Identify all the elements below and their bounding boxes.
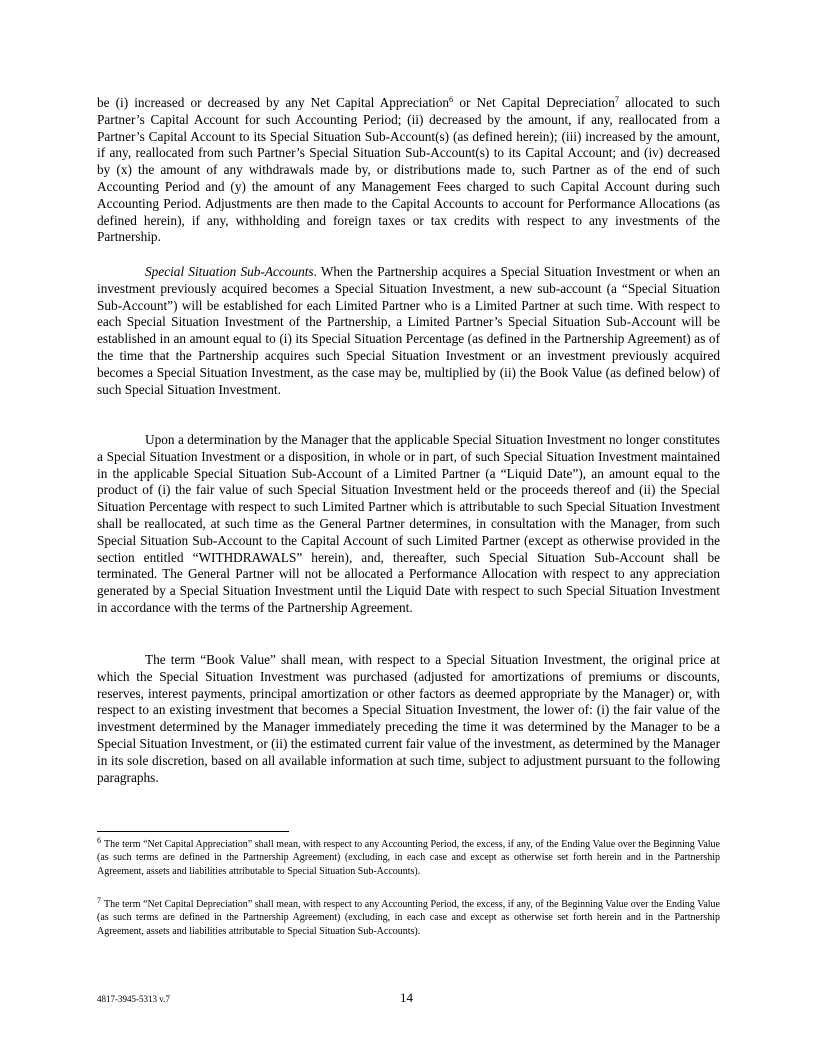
paragraph-liquid-date: [97, 432, 720, 617]
page-number: 14: [400, 990, 413, 1005]
paragraph-text: or Net Capital Depreciation: [453, 95, 615, 110]
paragraph-text: Upon a determination by the Manager that the applicable Special Situation Investment no longer constitutes a Special Situation Investment or a disposition, in whole or in part, of such Special Situation Investment maintained in the applicable Special Situation Sub-Account of a Limited Partner (a “Liquid Date”), an amount equal to the product of (i) the fair value of such Special Situation Investment held or the proceeds thereof and (ii) the Special Situation Percentage with respect to such Limited Partner which is attributable to such Special Situation Investment shall be reallocated, at such time as the General Partner determines, in consultation with the Manager, from such Special Situation Sub-Account to the Capital Account of such Limited Partner (except as otherwise provided in the section entitled “WITHDRAWALS” herein), and, thereafter, such Special Situation Sub-Account shall be terminated. The General Partner will not be allocated a Performance Allocation with respect to any appreciation generated by a Special Situation Investment until the Liquid Date with respect to such Special Situation Investment in accordance with the terms of the Partnership Agreement.: [97, 432, 720, 615]
paragraph-special-situation-sub-accounts: [97, 264, 720, 398]
paragraph-text: be (i) increased or decreased by any Net Capital Appreciation: [97, 95, 450, 110]
footnote-ref-6[interactable]: 6: [449, 94, 454, 104]
footnote-7: [97, 898, 720, 938]
footnote-number: 6: [97, 836, 101, 845]
footnote-text: The term “Net Capital Appreciation” shall mean, with respect to any Accounting Period, the excess, if any, of the Ending Value over the Beginning Value (as such terms are defined in the Partnership Agreement) (excluding, in each case and except as otherwise set forth herein and in the Partnership Agreement, assets and liabilities attributable to Special Situation Sub-Accounts).: [97, 839, 720, 877]
paragraph-text: The term “Book Value” shall mean, with respect to a Special Situation Investment, the original price at which the Special Situation Investment was purchased (adjusted for amortizations of premiums or discounts, reserves, interest payments, principal amortization or other factors as deemed appropriate by the Manager) or, with respect to an existing investment that becomes a Special Situation Investment, the lower of: (i) the fair value of the investment determined by the Manager immediately preceding the time it was determined by the Manager to be a Special Situation Investment, or (ii) the estimated current fair value of the investment, as determined by the Manager in its sole discretion, based on all available information at such time, subject to adjustment pursuant to the following paragraphs.: [97, 652, 720, 785]
document-id: 4817-3945-5313 v.7: [97, 994, 170, 1004]
section-heading: Special Situation Sub-Accounts: [145, 264, 314, 279]
footnote-number: 7: [97, 896, 101, 905]
footnote-6: [97, 838, 720, 878]
footnote-ref-7[interactable]: 7: [614, 94, 620, 104]
paragraph-text: allocated to such Partner’s Capital Account for such Accounting Period; (ii) decreased by the amount, if any, reallocated from a Partner’s Capital Account to its Special Situation Sub-Account(s) (as defined herein); (iii) increased by the amount, if any, reallocated from such Partner’s Special Situation Sub-Account(s) to its Capital Account; and (iv) decreased by (x) the amount of any withdrawals made by, or distributions made to, such Partner as of the end of such Accounting Period and (y) the amount of any Management Fees charged to such Capital Account during such Accounting Period. Adjustments are then made to the Capital Accounts to account for Performance Allocations (as defined herein), if any, withholding and foreign taxes or tax credits with respect to any investments of the Partnership.: [97, 95, 720, 245]
paragraph-book-value: [97, 652, 720, 786]
footnote-text: The term “Net Capital Depreciation” shall mean, with respect to any Accounting Period, the excess, if any, of the Beginning Value over the Ending Value (as such terms are defined in the Partnership Agreement) (excluding, in each case and except as otherwise set forth herein and in the Partnership Agreement, assets and liabilities attributable to Special Situation Sub-Accounts).: [97, 899, 720, 937]
footnote-separator: [97, 831, 289, 832]
paragraph-capital-account-adjustments: [97, 95, 720, 246]
paragraph-text: . When the Partnership acquires a Special Situation Investment or when an investment previously acquired becomes a Special Situation Investment, a new sub-account (a “Special Situation Sub-Account”) will be established for each Limited Partner who is a Limited Partner at such time. With respect to each Special Situation Investment of the Partnership, a Limited Partner’s Special Situation Sub-Account will be established in an amount equal to (i) its Special Situation Percentage (as defined in the Partnership Agreement) as of the time that the Partnership acquires such Special Situation Investment or an investment previously acquired becomes a Special Situation Investment, as the case may be, multiplied by (ii) the Book Value (as defined below) of such Special Situation Investment.: [97, 264, 721, 397]
